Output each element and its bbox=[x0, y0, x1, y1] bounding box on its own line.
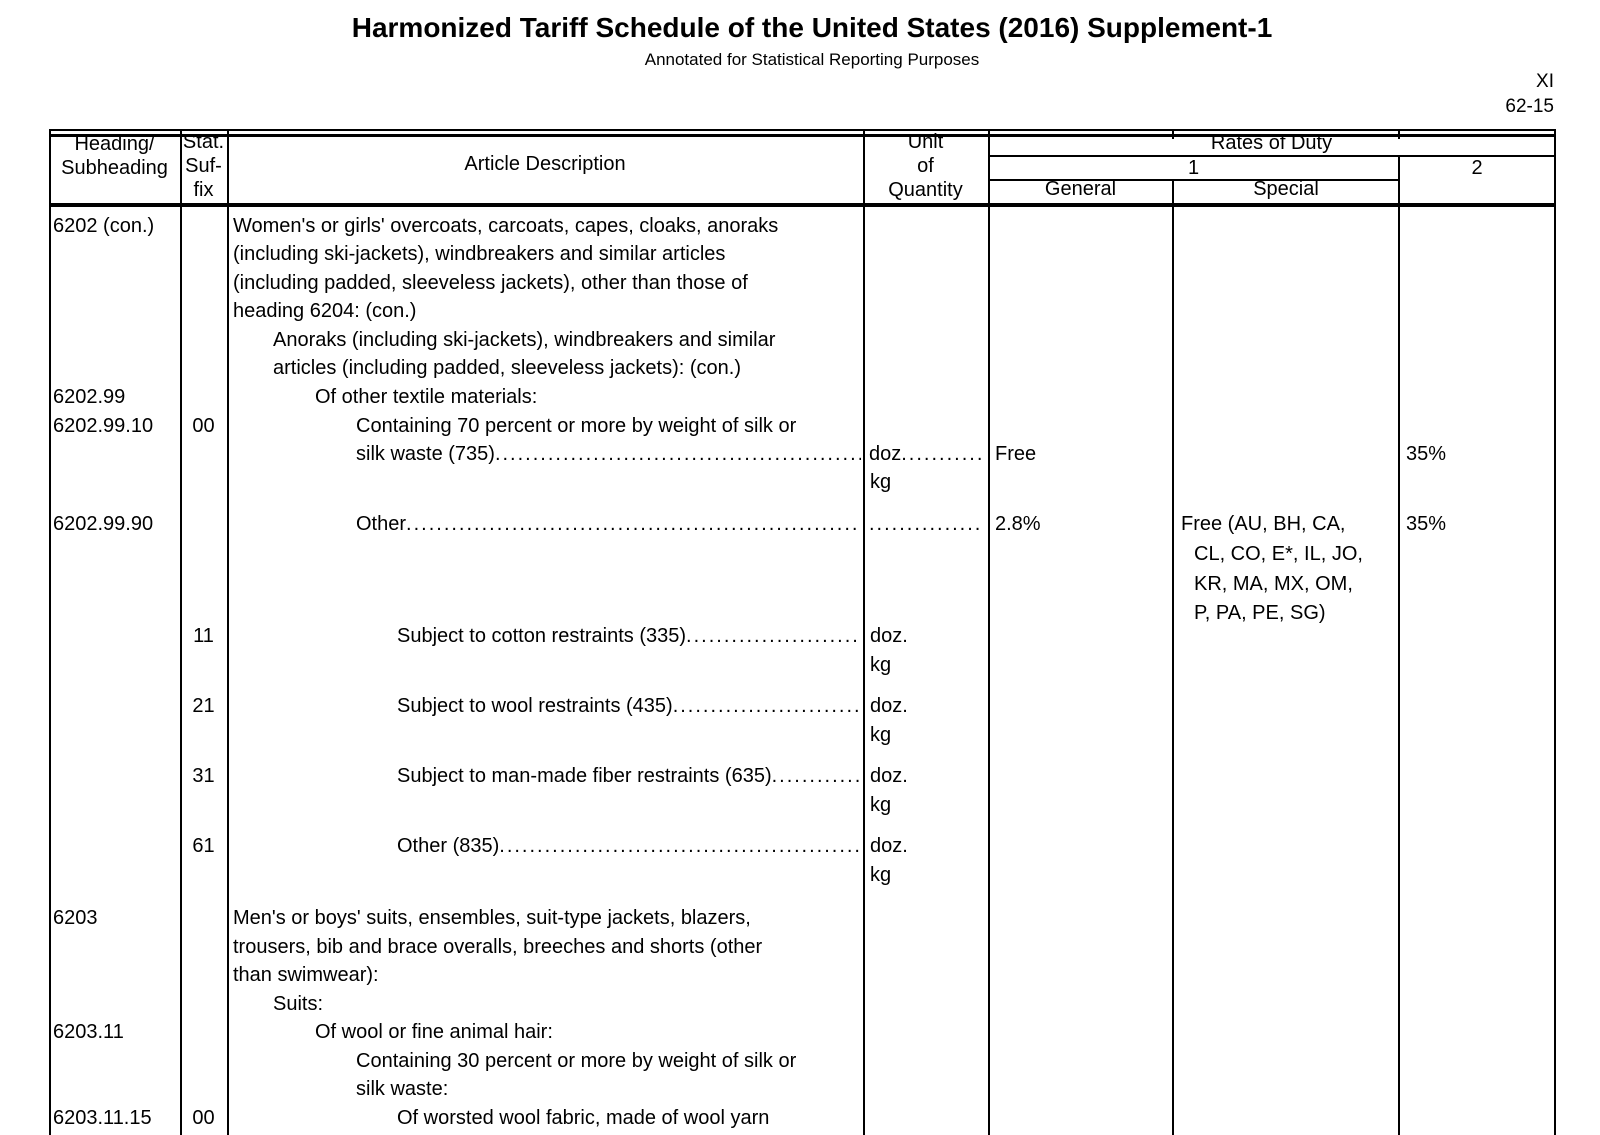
unit-value: doz bbox=[869, 443, 902, 465]
col-header-article-description: Article Description bbox=[464, 153, 626, 175]
unit-value: kg bbox=[870, 724, 892, 746]
dot-leader bbox=[901, 440, 983, 468]
description-text: Other (835) bbox=[397, 835, 500, 857]
unit-cell bbox=[869, 510, 983, 538]
description-text: Subject to cotton restraints (335) bbox=[397, 625, 687, 647]
duty-special-line: KR, MA, MX, OM, bbox=[1194, 573, 1353, 595]
duty-special-line: P, PA, PE, SG) bbox=[1194, 602, 1326, 624]
description-text: Subject to wool restraints (435) bbox=[397, 695, 673, 717]
table-border-desc-unit bbox=[863, 129, 865, 1135]
col-header-stat-line3: fix bbox=[193, 179, 214, 201]
description-line: Women's or girls' overcoats, carcoats, capes, cloaks, anoraks bbox=[233, 215, 779, 237]
description-line: Of other textile materials: bbox=[315, 386, 538, 408]
col-header-stat-line1: Stat. bbox=[182, 131, 225, 153]
description-line: heading 6204: (con.) bbox=[233, 300, 417, 322]
duty-general-value: Free bbox=[995, 443, 1037, 465]
col-header-rates-of-duty: Rates of Duty bbox=[1210, 132, 1333, 154]
description-line: Containing 30 percent or more by weight of silk or bbox=[356, 1050, 797, 1072]
stat-suffix-cell: 00 bbox=[192, 415, 215, 437]
col-header-special: Special bbox=[1253, 178, 1319, 200]
stat-suffix-cell: 21 bbox=[192, 695, 215, 717]
description-line: (including ski-jackets), windbreakers and similar articles bbox=[233, 243, 726, 265]
col-header-unit-line3: Quantity bbox=[888, 179, 963, 201]
description-line: Men's or boys' suits, ensembles, suit-type jackets, blazers, bbox=[233, 907, 751, 929]
duty-general-value: 2.8% bbox=[995, 513, 1041, 535]
page-subtitle: Annotated for Statistical Reporting Purposes bbox=[644, 50, 980, 69]
heading-cell: 6202 (con.) bbox=[53, 215, 155, 237]
unit-value: doz. bbox=[870, 625, 908, 647]
description-line: Of worsted wool fabric, made of wool yarn bbox=[397, 1107, 770, 1129]
unit-value: kg bbox=[870, 794, 892, 816]
dot-leader bbox=[495, 440, 861, 468]
heading-cell: 6203.11.15 bbox=[53, 1107, 152, 1129]
table-border-special-duty2 bbox=[1398, 155, 1400, 1135]
unit-cell bbox=[869, 440, 983, 468]
page-number: 62-15 bbox=[1505, 96, 1554, 117]
table-border-general-special bbox=[1172, 179, 1174, 1135]
stat-suffix-cell: 11 bbox=[193, 625, 214, 647]
col-header-heading-line2: Subheading bbox=[61, 157, 168, 179]
heading-cell: 6202.99.90 bbox=[53, 513, 154, 535]
description-line bbox=[397, 622, 861, 650]
stat-suffix-cell: 00 bbox=[192, 1107, 215, 1129]
col-header-heading-line1: Heading/ bbox=[74, 133, 155, 155]
description-line: Containing 70 percent or more by weight of silk or bbox=[356, 415, 797, 437]
col-header-general: General bbox=[1044, 178, 1117, 200]
duty-special-line: Free (AU, BH, CA, bbox=[1181, 513, 1346, 535]
description-line: trousers, bib and brace overalls, breeches and shorts (other bbox=[233, 936, 763, 958]
duty-2-value: 35% bbox=[1406, 443, 1447, 465]
description-text: Other bbox=[356, 513, 407, 535]
table-border-stat-desc bbox=[227, 129, 229, 1135]
table-border-left bbox=[49, 129, 51, 1135]
dot-leader bbox=[406, 510, 861, 538]
table-border-right bbox=[1554, 129, 1556, 1135]
unit-value: kg bbox=[870, 864, 892, 886]
description-line: than swimwear): bbox=[233, 964, 379, 986]
description-line: (including padded, sleeveless jackets), other than those of bbox=[233, 272, 748, 294]
description-line: articles (including padded, sleeveless jackets): (con.) bbox=[273, 357, 741, 379]
unit-value: doz. bbox=[870, 695, 908, 717]
col-header-duty-2: 2 bbox=[1471, 157, 1483, 179]
description-line bbox=[397, 832, 861, 860]
unit-value: kg bbox=[870, 654, 892, 676]
col-header-unit-line2: of bbox=[917, 155, 934, 177]
heading-cell: 6202.99.10 bbox=[53, 415, 154, 437]
description-line bbox=[356, 440, 861, 468]
col-header-duty-1: 1 bbox=[1187, 157, 1200, 179]
description-line: silk waste: bbox=[356, 1078, 449, 1100]
description-line bbox=[397, 762, 861, 790]
description-line bbox=[356, 510, 861, 538]
heading-cell: 6203 bbox=[53, 907, 98, 929]
dot-leader bbox=[686, 622, 861, 650]
stat-suffix-cell: 61 bbox=[192, 835, 215, 857]
description-line: Suits: bbox=[273, 993, 324, 1015]
description-line bbox=[397, 692, 861, 720]
unit-value: doz. bbox=[870, 765, 908, 787]
unit-value: kg bbox=[870, 471, 892, 493]
section-number: XI bbox=[1536, 71, 1554, 92]
description-line: Anoraks (including ski-jackets), windbreakers and similar bbox=[273, 329, 776, 351]
dot-leader bbox=[869, 510, 983, 538]
col-header-unit-line1: Unit bbox=[907, 131, 944, 153]
dot-leader bbox=[499, 832, 861, 860]
stat-suffix-cell: 31 bbox=[192, 765, 215, 787]
dot-leader bbox=[673, 692, 861, 720]
heading-cell: 6203.11 bbox=[53, 1021, 124, 1043]
duty-special-line: CL, CO, E*, IL, JO, bbox=[1194, 543, 1363, 565]
description-line: Of wool or fine animal hair: bbox=[315, 1021, 553, 1043]
page-title: Harmonized Tariff Schedule of the United States (2016) Supplement-1 bbox=[351, 12, 1273, 43]
description-text: Subject to man-made fiber restraints (635) bbox=[397, 765, 772, 787]
heading-cell: 6202.99 bbox=[53, 386, 126, 408]
description-text: silk waste (735) bbox=[356, 443, 495, 465]
duty-2-value: 35% bbox=[1406, 513, 1447, 535]
table-border-header-bottom bbox=[49, 203, 1556, 207]
unit-value: doz. bbox=[870, 835, 908, 857]
dot-leader bbox=[772, 762, 861, 790]
table-border-unit-general bbox=[988, 129, 990, 1135]
col-header-stat-line2: Suf- bbox=[185, 155, 222, 177]
